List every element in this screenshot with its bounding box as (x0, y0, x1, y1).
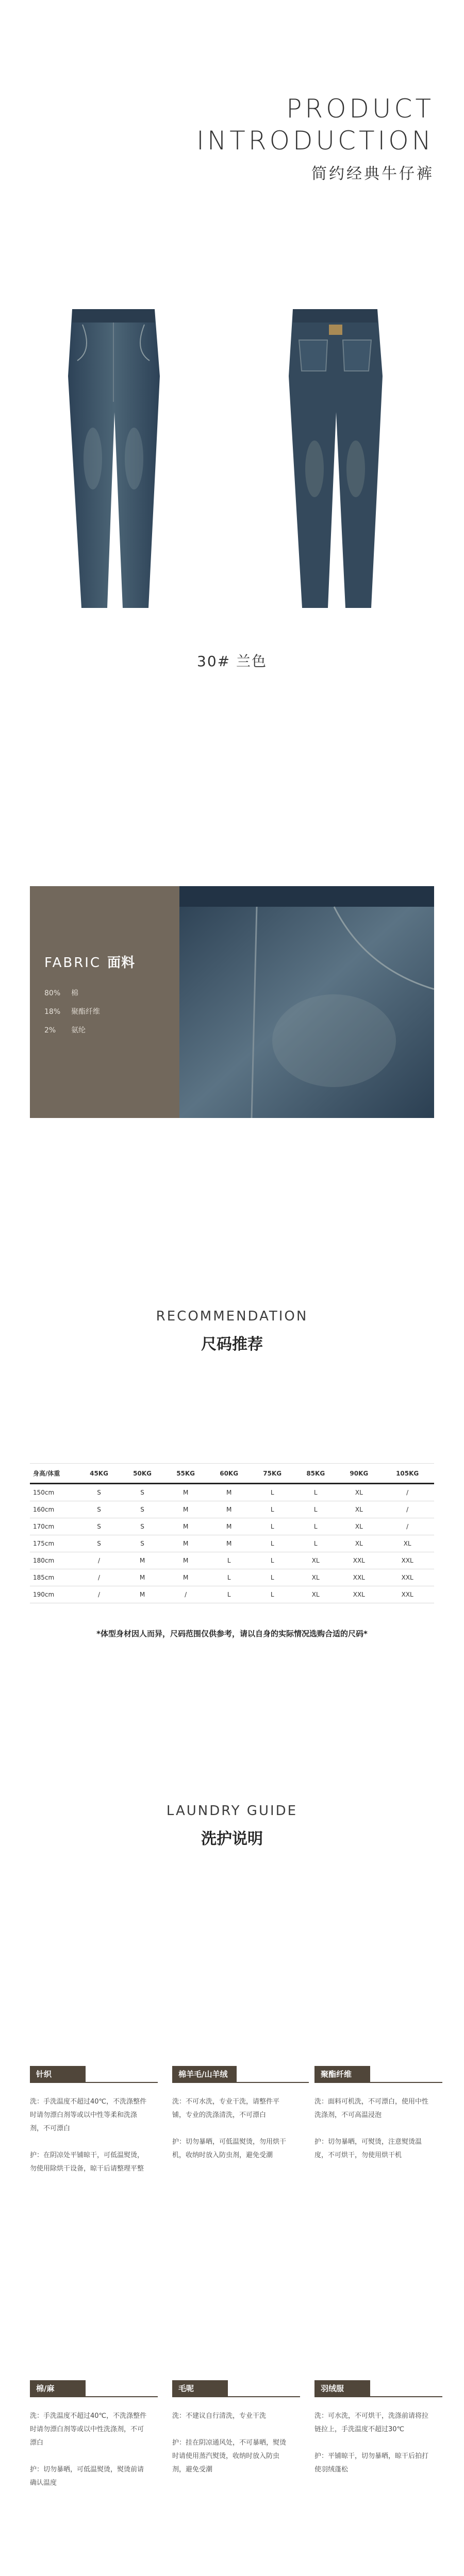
laundry-title-en: LAUNDRY GUIDE (166, 1803, 298, 1819)
size-table-cell: XL (337, 1535, 380, 1552)
size-table-cell: S (121, 1501, 164, 1518)
size-table-cell: XXL (337, 1586, 380, 1603)
care-text (30, 2095, 150, 2176)
size-table-cell: XL (337, 1518, 380, 1535)
fabric-label-cn: 面料 (107, 955, 136, 971)
size-table-cell: L (207, 1586, 251, 1603)
size-table-row (30, 1586, 434, 1603)
jeans-back-image (278, 304, 392, 613)
size-table-cell: S (77, 1535, 121, 1552)
care-text (172, 2410, 292, 2477)
care-text (30, 2410, 150, 2490)
size-table-cell: XXL (380, 1569, 434, 1586)
care-line: 护：平铺晾干，切勿暴晒，晾干后拍打使羽绒蓬松 (314, 2452, 429, 2473)
laundry-title-cn: 洗护说明 (201, 1830, 263, 1848)
size-table-cell: XL (294, 1569, 337, 1586)
care-text (314, 2410, 434, 2477)
care-text (172, 2095, 292, 2162)
size-table-cell: L (294, 1518, 337, 1535)
care-line: 洗：可水洗，不可烘干，洗涤前请将拉链拉上，手洗温度不超过30℃ (314, 2412, 429, 2433)
size-table-cell: M (164, 1552, 207, 1569)
fabric-item: 18% 聚酯纤维 (44, 1008, 100, 1016)
care-tag: 针织 (30, 2066, 86, 2082)
size-table-cell: XXL (380, 1586, 434, 1603)
care-line: 护：切勿暴晒，可低温熨烫，熨烫前请确认温度 (30, 2466, 144, 2487)
size-table-cell: 185cm (30, 1569, 77, 1586)
care-line: 洗：手洗温度不超过40℃，不洗涤整件时请勿漂白剂等或以中性等柔和洗涤剂，不可漂白 (30, 2098, 147, 2132)
size-table-row (30, 1501, 434, 1518)
size-table-cell: XL (337, 1501, 380, 1518)
size-table-header: 45KG (77, 1464, 121, 1484)
size-table-cell: L (251, 1518, 294, 1535)
care-line: 洗：面料可机洗，不可漂白，使用中性洗涤剂，不可高温浸泡 (314, 2098, 429, 2119)
size-table-cell: L (294, 1535, 337, 1552)
fabric-composition-list (44, 984, 100, 1040)
size-table-header: 60KG (207, 1464, 251, 1484)
size-table-cell: S (77, 1518, 121, 1535)
size-table-row (30, 1569, 434, 1586)
care-line: 护：切勿暴晒，可低温熨烫，勿用烘干机，收纳时放入防虫剂，避免受潮 (172, 2138, 287, 2159)
size-table-header-row (30, 1464, 434, 1484)
size-table-cell: S (121, 1518, 164, 1535)
fabric-closeup-image (179, 886, 434, 1118)
size-table-cell: L (294, 1501, 337, 1518)
color-caption: 30# 兰色 (197, 653, 267, 670)
care-card (30, 2066, 150, 2189)
intro-title-block (196, 93, 434, 183)
size-table-cell: XXL (337, 1552, 380, 1569)
intro-title-cn: 简约经典牛仔裤 (311, 165, 434, 183)
fabric-heading (44, 952, 135, 971)
care-card (30, 2380, 150, 2503)
size-table-cell: S (77, 1501, 121, 1518)
care-tag: 羽绒服 (314, 2380, 370, 2396)
size-table-cell: L (207, 1552, 251, 1569)
care-line: 护：在阴凉处平铺晾干，可低温熨烫，勿使用除烘干设备，晾干后请整理平整 (30, 2151, 144, 2173)
size-table-header: 75KG (251, 1464, 294, 1484)
intro-title-en-line2: INTRODUCTION (196, 126, 434, 156)
size-table-cell: XXL (337, 1569, 380, 1586)
care-card (314, 2066, 434, 2176)
size-table-cell: L (294, 1484, 337, 1501)
size-table-cell: S (121, 1484, 164, 1501)
size-table-header: 90KG (337, 1464, 380, 1484)
size-table-cell: XL (294, 1552, 337, 1569)
size-table-cell: / (380, 1501, 434, 1518)
size-table-cell: 160cm (30, 1501, 77, 1518)
care-tag: 棉/麻 (30, 2380, 86, 2396)
size-table-cell: M (164, 1501, 207, 1518)
recommendation-heading (0, 1309, 464, 1354)
size-table-header: 105KG (380, 1464, 434, 1484)
fabric-info (30, 886, 179, 1118)
size-table-cell: M (207, 1501, 251, 1518)
size-table-cell: / (164, 1586, 207, 1603)
size-table-cell: L (207, 1569, 251, 1586)
size-table-row (30, 1484, 434, 1501)
fabric-block (30, 886, 434, 1118)
care-card (314, 2380, 434, 2490)
care-line: 护：切勿暴晒，可熨烫，注意熨烫温度，不可烘干，勿使用烘干机 (314, 2138, 422, 2159)
recommendation-title-en: RECOMMENDATION (156, 1309, 308, 1324)
care-card (172, 2380, 292, 2490)
recommendation-title-cn: 尺码推荐 (201, 1335, 263, 1353)
size-table-cell: L (251, 1501, 294, 1518)
care-line: 洗：手洗温度不超过40℃，不洗涤整件时请勿漂白剂等或以中性洗涤剂，不可漂白 (30, 2412, 147, 2447)
size-table-cell: / (77, 1586, 121, 1603)
size-table-cell: / (77, 1569, 121, 1586)
size-table-cell: / (380, 1484, 434, 1501)
size-table-cell: M (207, 1535, 251, 1552)
size-table-cell: L (251, 1586, 294, 1603)
product-images (0, 304, 464, 613)
size-table-cell: L (251, 1569, 294, 1586)
care-line: 护：挂在阴凉通风处，不可暴晒，熨烫时请使用蒸汽熨烫，收纳时放入防虫剂，避免受潮 (172, 2439, 287, 2473)
size-table-cell: M (164, 1484, 207, 1501)
care-card (172, 2066, 292, 2176)
fabric-label-en: FABRIC (44, 955, 102, 971)
size-table-cell: M (164, 1518, 207, 1535)
size-table-cell: S (77, 1484, 121, 1501)
size-note: *体型身材因人而异，尺码范围仅供参考，请以自身的实际情况选购合适的尺码* (96, 1629, 368, 1638)
size-table (30, 1463, 434, 1603)
size-table-cell: L (251, 1552, 294, 1569)
jeans-front-image (57, 304, 170, 613)
size-table-cell: XXL (380, 1552, 434, 1569)
size-table-cell: L (251, 1484, 294, 1501)
laundry-heading (0, 1803, 464, 1849)
size-table-row (30, 1552, 434, 1569)
care-tag: 聚酯纤维 (314, 2066, 370, 2082)
care-tag: 棉羊毛/山羊绒 (172, 2066, 237, 2082)
size-table-header: 85KG (294, 1464, 337, 1484)
size-table-cell: M (121, 1569, 164, 1586)
care-text (314, 2095, 434, 2162)
fabric-item: 80% 棉 (44, 989, 78, 997)
intro-title-en-line1: PRODUCT (286, 94, 434, 124)
size-table-cell: 190cm (30, 1586, 77, 1603)
size-table-cell: 175cm (30, 1535, 77, 1552)
size-table-cell: M (121, 1552, 164, 1569)
size-table-cell: / (77, 1552, 121, 1569)
size-table-cell: XL (294, 1586, 337, 1603)
care-line: 洗：不可水洗，专业干洗，请整件平铺，专业的洗涤清洗，不可漂白 (172, 2098, 280, 2119)
size-table-body (30, 1484, 434, 1603)
fabric-item: 2% 氨纶 (44, 1026, 86, 1035)
size-table-cell: M (207, 1484, 251, 1501)
size-table-cell: XL (380, 1535, 434, 1552)
size-table-header: 55KG (164, 1464, 207, 1484)
size-table-row (30, 1518, 434, 1535)
size-table-row (30, 1535, 434, 1552)
size-table-cell: S (121, 1535, 164, 1552)
size-table-cell: 180cm (30, 1552, 77, 1569)
size-table-cell: L (251, 1535, 294, 1552)
size-table-cell: XL (337, 1484, 380, 1501)
size-table-cell: M (121, 1586, 164, 1603)
size-table-cell: 150cm (30, 1484, 77, 1501)
size-table-cell: M (207, 1518, 251, 1535)
size-table-cell: M (164, 1569, 207, 1586)
size-table-cell: 170cm (30, 1518, 77, 1535)
size-table-header: 50KG (121, 1464, 164, 1484)
care-tag: 毛呢 (172, 2380, 228, 2396)
size-table-header: 身高/体重 (30, 1464, 77, 1484)
care-line: 洗：不建议自行清洗，专业干洗 (172, 2412, 267, 2420)
size-table-cell: / (380, 1518, 434, 1535)
size-table-cell: M (164, 1535, 207, 1552)
